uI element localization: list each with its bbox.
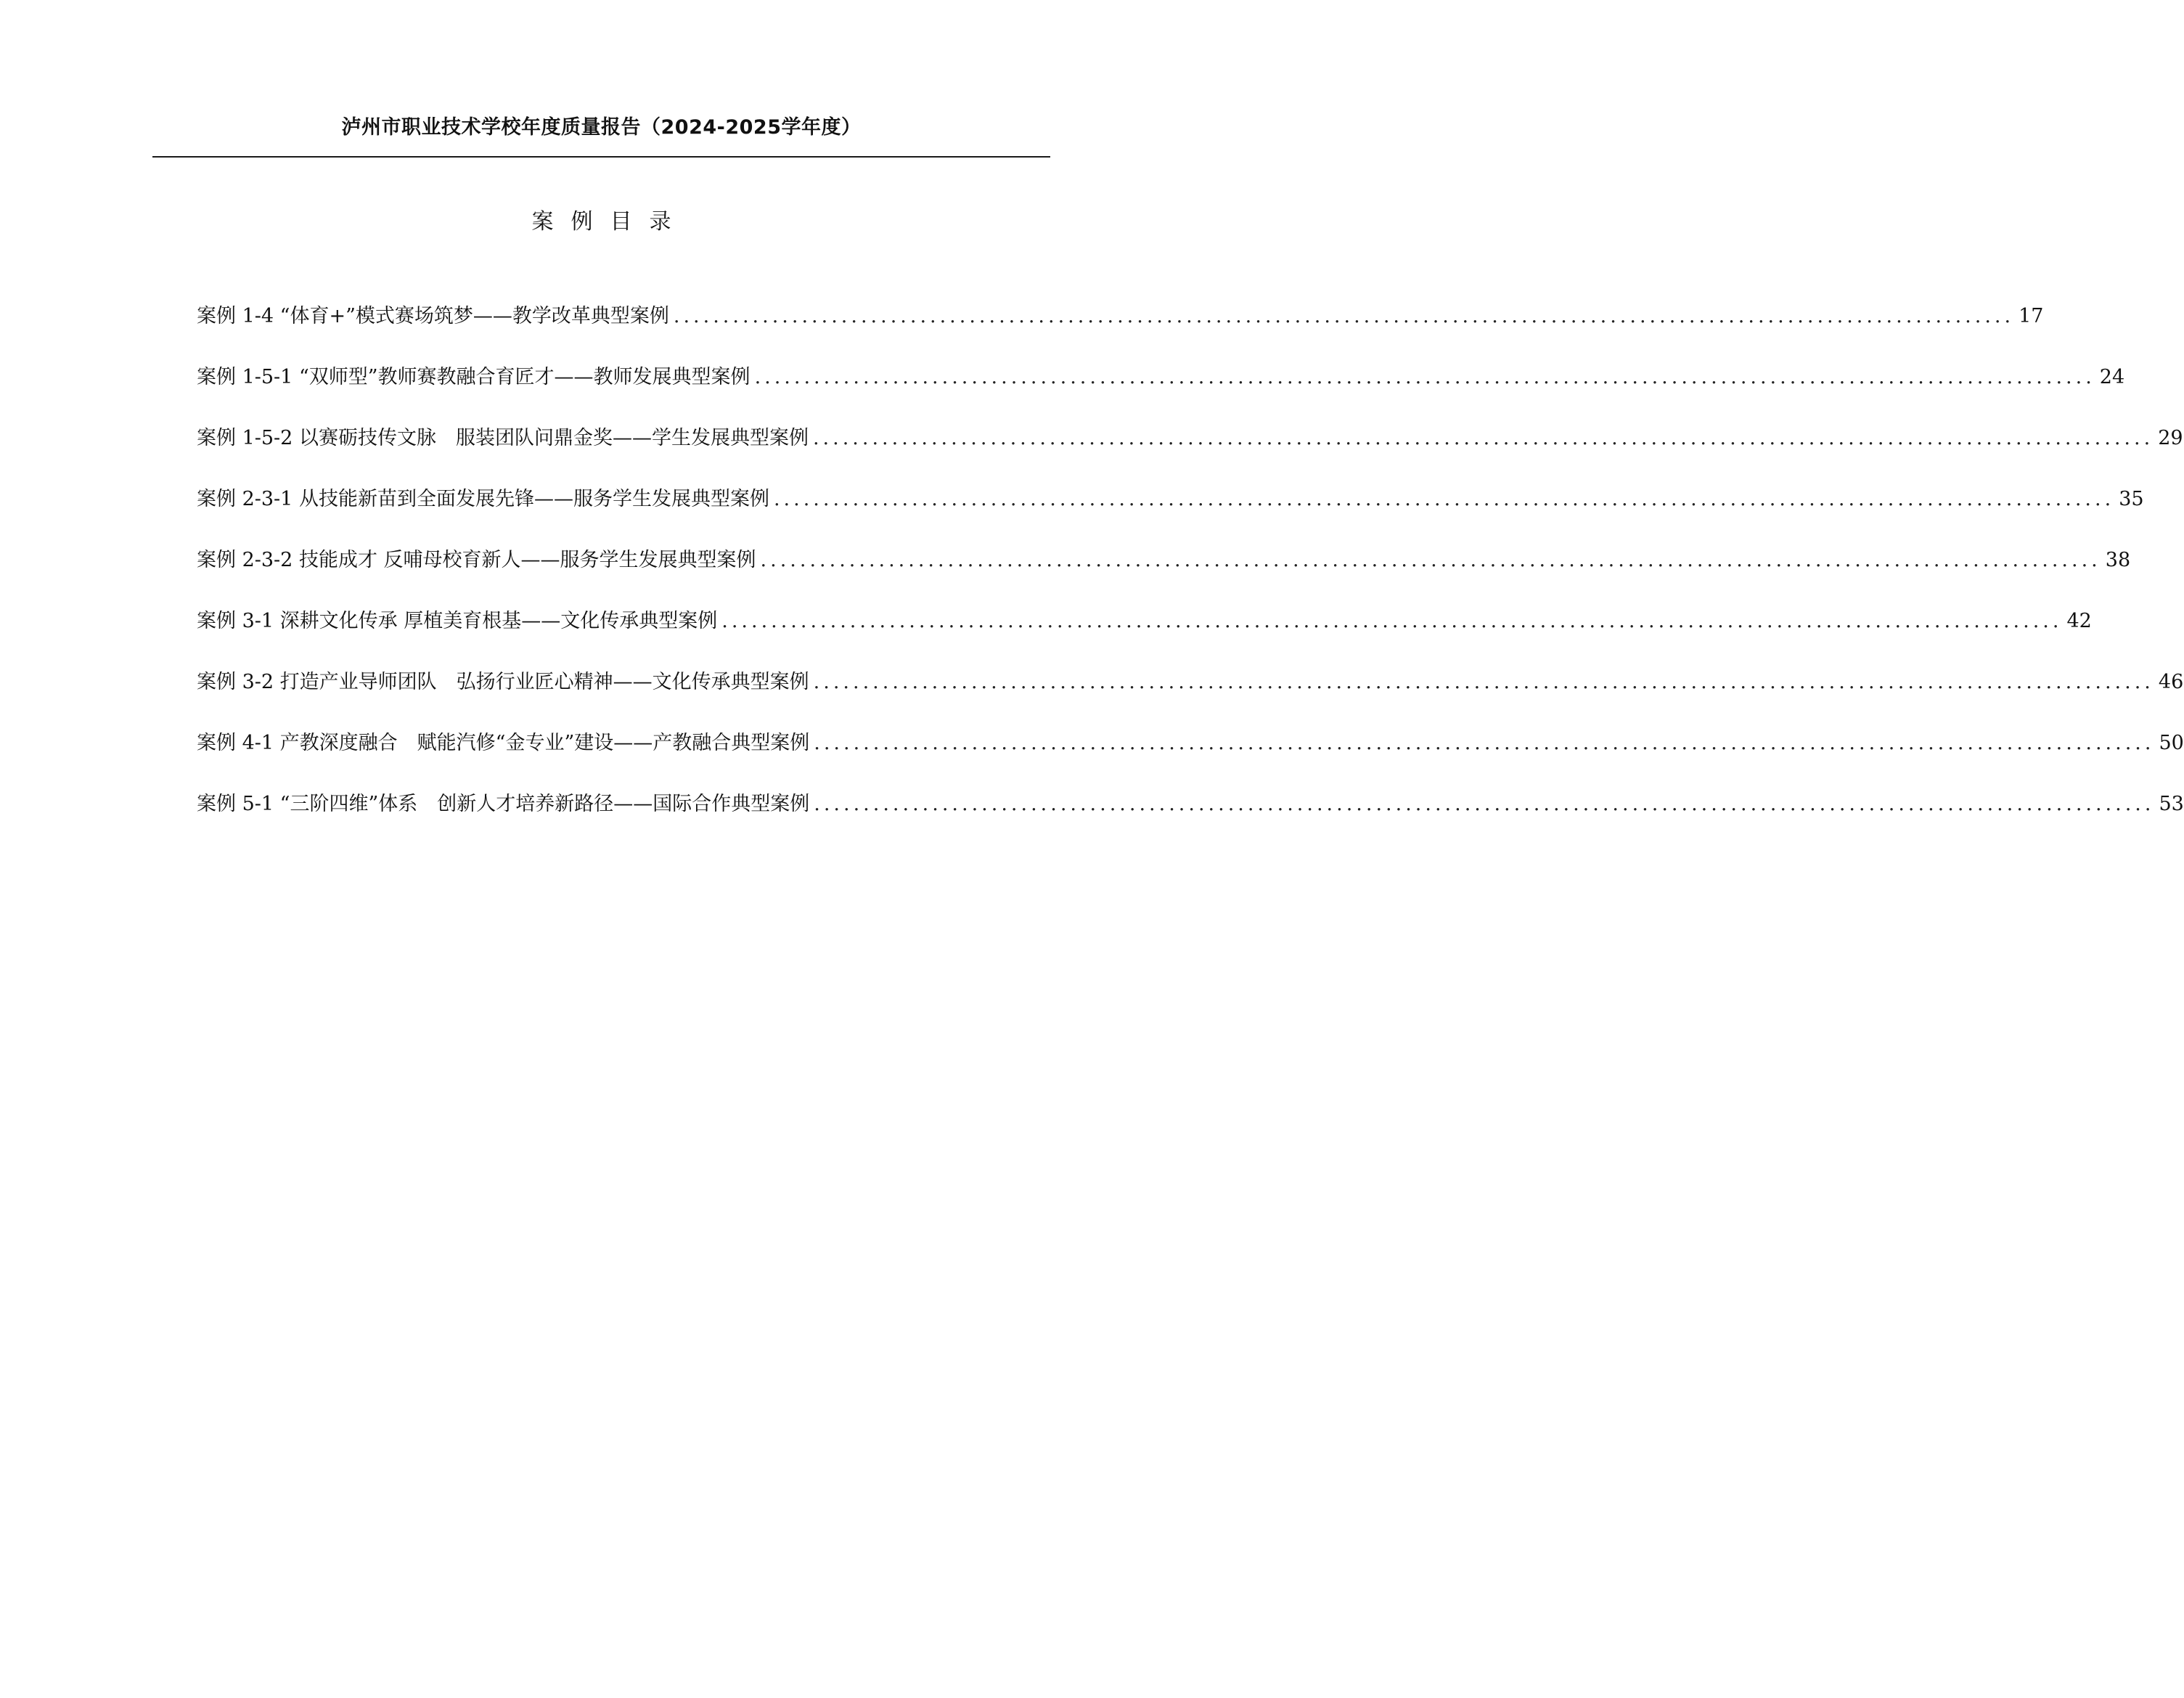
toc-entry-7[interactable] (197, 636, 2184, 697)
toc-entry-label: 案例 1-5-1 “双师型”教师赛教融合育匠才——教师发展典型案例 (197, 366, 751, 388)
toc-page-number: 38 (2105, 549, 2131, 571)
toc-dot-leader: ........................................................................................................................................ (721, 610, 2063, 632)
toc-page-number: 29 (2158, 427, 2183, 449)
toc-page-number: 35 (2119, 488, 2144, 510)
toc-entry-2[interactable] (197, 331, 2125, 392)
toc-dot-leader: ........................................................................................................................................ (754, 366, 2095, 388)
header-rule (152, 156, 1050, 158)
toc-dot-leader: ........................................................................................................................................ (773, 488, 2115, 510)
toc-page-number: 53 (2159, 793, 2184, 815)
toc-entry-label: 案例 5-1 “三阶四维”体系 创新人才培养新路径——国际合作典型案例 (197, 793, 810, 815)
toc-page-number: 50 (2159, 732, 2184, 754)
toc-entry-4[interactable] (197, 453, 2144, 514)
toc-dot-leader: ........................................................................................................................................ (760, 549, 2101, 571)
toc-page-number: 42 (2066, 610, 2092, 632)
toc-dot-leader: ........................................................................................................................................ (813, 671, 2154, 693)
toc-list (197, 270, 2184, 819)
toc-dot-leader: ........................................................................................................................................ (814, 793, 2155, 815)
toc-entry-label: 案例 3-1 深耕文化传承 厚植美育根基——文化传承典型案例 (197, 610, 718, 632)
toc-entry-label: 案例 2-3-1 从技能新苗到全面发展先锋——服务学生发展典型案例 (197, 488, 769, 510)
toc-entry-5[interactable] (197, 514, 2131, 575)
toc-entry-3[interactable] (197, 392, 2183, 453)
toc-entry-6[interactable] (197, 575, 2092, 636)
toc-page-number: 17 (2019, 305, 2044, 327)
toc-dot-leader: ........................................................................................................................................ (673, 305, 2015, 327)
toc-entry-label: 案例 1-5-2 以赛砺技传文脉 服装团队问鼎金奖——学生发展典型案例 (197, 427, 809, 449)
toc-dot-leader: ........................................................................................................................................ (814, 732, 2155, 754)
toc-page-number: 46 (2158, 671, 2184, 693)
toc-entry-label: 案例 2-3-2 技能成才 反哺母校育新人——服务学生发展典型案例 (197, 549, 756, 571)
toc-entry-label: 案例 3-2 打造产业导师团队 弘扬行业匠心精神——文化传承典型案例 (197, 671, 809, 693)
toc-entry-9[interactable] (197, 758, 2184, 819)
running-header: 泸州市职业技术学校年度质量报告（2024-2025学年度） (341, 116, 862, 139)
toc-dot-leader: ........................................................................................................................................ (812, 427, 2154, 449)
toc-entry-8[interactable] (197, 697, 2184, 758)
toc-entry-1[interactable] (197, 270, 2044, 331)
toc-entry-label: 案例 4-1 产教深度融合 赋能汽修“金专业”建设——产教融合典型案例 (197, 732, 810, 754)
toc-title: 案例目录 (531, 209, 689, 234)
toc-entry-label: 案例 1-4 “体育+”模式赛场筑梦——教学改革典型案例 (197, 305, 669, 327)
toc-page-number: 24 (2099, 366, 2125, 388)
